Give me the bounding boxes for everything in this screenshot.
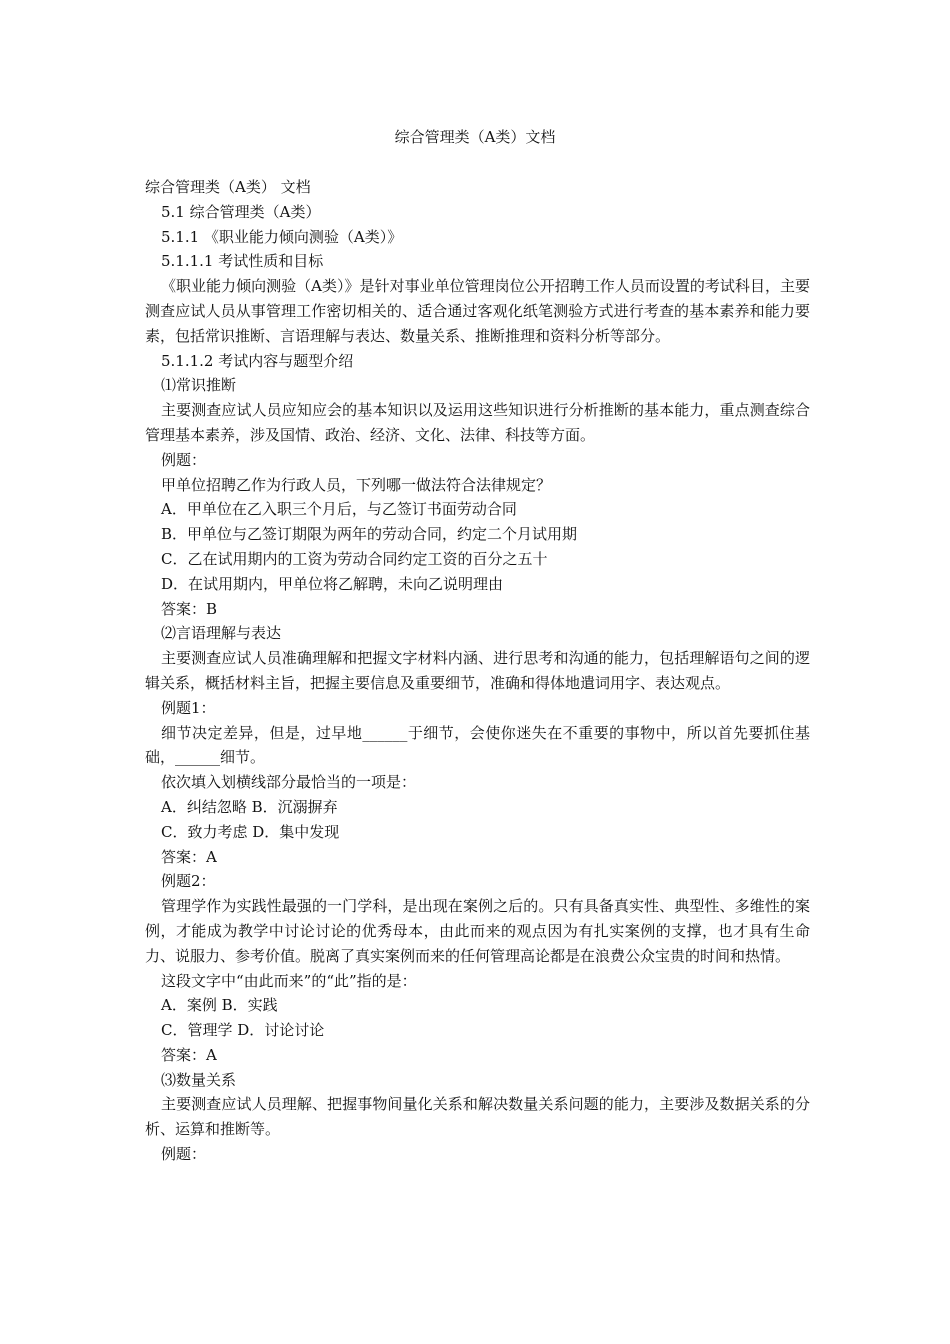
answer-text: 答案：A — [161, 847, 217, 866]
example-label: 例题1： — [161, 698, 216, 717]
option-c: C．乙在试用期内的工资为劳动合同约定工资的百分之五十 — [161, 549, 548, 568]
heading-section-5-1-1: 5.1.1 《职业能力倾向测验（A类）》 — [161, 227, 403, 246]
options-cd: C．管理学 D．讨论讨论 — [161, 1021, 325, 1040]
heading-quantitative: ⑶数量关系 — [161, 1070, 237, 1089]
option-d: D．在试用期内，甲单位将乙解聘，未向乙说明理由 — [161, 574, 504, 593]
heading-section-5-1-1-2: 5.1.1.2 考试内容与题型介绍 — [161, 351, 354, 370]
heading-common-sense: ⑴常识推断 — [161, 376, 237, 395]
paragraph-quantitative: 主要测查应试人员理解、把握事物间量化关系和解决数量关系问题的能力，主要涉及数据关系的分析、运算和推断等。 — [145, 1095, 810, 1139]
question-text: 细节决定差异，但是，过早地______于细节，会使你迷失在不重要的事物中，所以首先要抓住基础，______细节。 — [145, 723, 810, 767]
options-ab: A．纠结忽略 B．沉溺摒弃 — [161, 797, 338, 816]
option-b: B．甲单位与乙签订期限为两年的劳动合同，约定二个月试用期 — [161, 525, 578, 544]
paragraph-exam-nature: 《职业能力倾向测验（A类）》是针对事业单位管理岗位公开招聘工作人员而设置的考试科目，主要测查应试人员从事管理工作密切相关的、适合通过客观化纸笔测验方式进行考查的基本素养和能力要素，包括常识推断、言语理解与表达、数量关系、推断推理和资料分析等部分。 — [145, 277, 810, 345]
heading-doc: 综合管理类（A类） 文档 — [145, 178, 311, 196]
paragraph-verbal: 主要测查应试人员准确理解和把握文字材料内涵、进行思考和沟通的能力，包括理解语句之间的逻辑关系，概括材料主旨，把握主要信息及重要细节，准确和得体地遣词用字、表达观点。 — [145, 649, 810, 692]
heading-section-5-1: 5.1 综合管理类（A类） — [161, 202, 321, 221]
heading-section-5-1-1-1: 5.1.1.1 考试性质和目标 — [161, 252, 324, 271]
example-label: 例题： — [161, 1145, 207, 1164]
example-label: 例题2： — [161, 872, 216, 891]
option-a: A．甲单位在乙入职三个月后，与乙签订书面劳动合同 — [161, 500, 517, 519]
options-cd: C．致力考虑 D．集中发现 — [161, 822, 340, 841]
paragraph-case-study: 管理学作为实践性最强的一门学科，是出现在案例之后的。只有具备真实性、典型性、多维性的案例，才能成为教学中讨论讨论的优秀母本，由此而来的观点因为有扎实案例的支撑，也才具有生命力、说服力、参考价值。脱离了真实案例而来的任何管理高论都是在浪费公众宝贵的时间和热情。 — [145, 897, 810, 965]
answer-text: 答案：A — [161, 1045, 217, 1064]
question-prompt: 依次填入划横线部分最恰当的一项是： — [161, 773, 417, 792]
document-body — [145, 175, 810, 1167]
options-ab: A．案例 B．实践 — [161, 996, 278, 1015]
question-text: 甲单位招聘乙作为行政人员，下列哪一做法符合法律规定？ — [161, 475, 552, 494]
heading-verbal: ⑵言语理解与表达 — [161, 624, 282, 643]
example-label: 例题： — [161, 450, 207, 469]
document-title: 综合管理类（A类）文档 — [394, 128, 556, 146]
question-prompt: 这段文字中“由此而来”的“此”指的是： — [161, 971, 417, 990]
answer-text: 答案：B — [161, 599, 218, 618]
paragraph-common-sense: 主要测查应试人员应知应会的基本知识以及运用这些知识进行分析推断的基本能力，重点测查综合管理基本素养，涉及国情、政治、经济、文化、法律、科技等方面。 — [145, 401, 810, 444]
